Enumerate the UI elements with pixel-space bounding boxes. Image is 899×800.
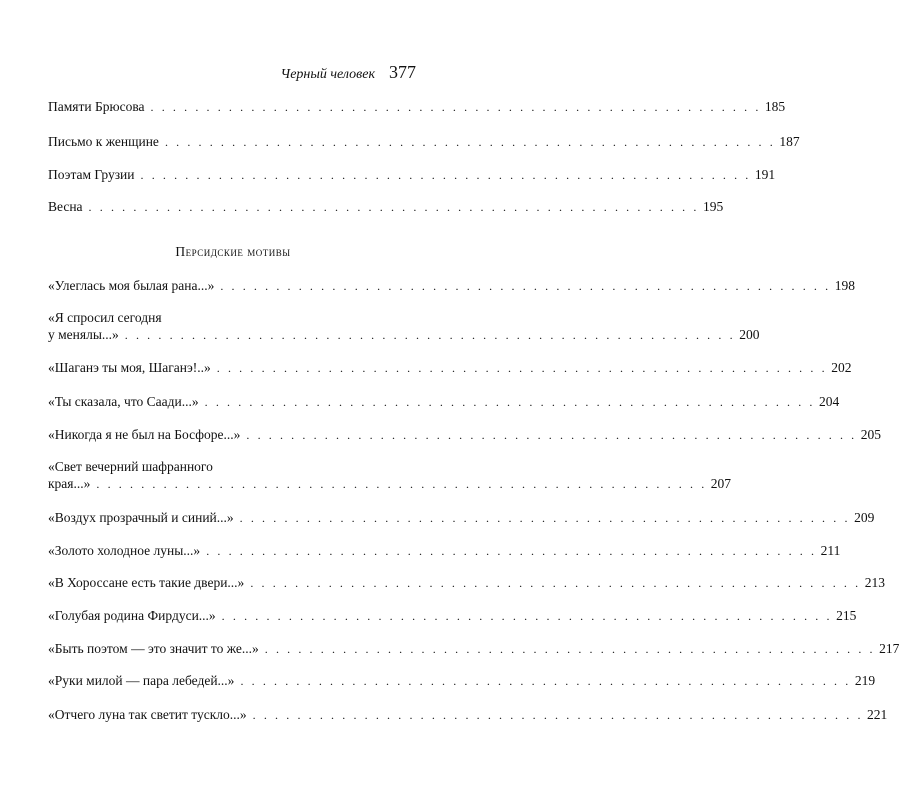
toc-entry-page: 221 bbox=[867, 707, 888, 722]
running-title: Черный человек bbox=[280, 67, 375, 82]
toc-entry-title: Памяти Брюсова bbox=[48, 99, 145, 114]
toc-entry bbox=[48, 706, 888, 724]
toc-entry-page: 195 bbox=[702, 199, 724, 214]
toc-entry-page: 207 bbox=[710, 476, 732, 491]
toc-entry-title: «Руки милой — пара лебедей...» bbox=[48, 673, 235, 688]
toc-entry-title: «Золото холодное луны...» bbox=[48, 543, 201, 558]
toc-entry bbox=[48, 166, 776, 184]
dot-leader: . . . . . . . . . . . . . . . . . . . . . . . . . . . . . . . . . . . . . . . . . . . . . . . . . . . . . . . bbox=[239, 511, 851, 525]
toc-entry-title-line2: края...» bbox=[48, 476, 91, 491]
toc-entry-page: 187 bbox=[779, 134, 800, 149]
toc-entry-title-line1: «Я спросил сегодня bbox=[48, 310, 162, 325]
dot-leader: . . . . . . . . . . . . . . . . . . . . . . . . . . . . . . . . . . . . . . . . . . . . . . . . . . . . . . . bbox=[96, 477, 707, 491]
dot-leader: . . . . . . . . . . . . . . . . . . . . . . . . . . . . . . . . . . . . . . . . . . . . . . . . . . . . . . . bbox=[124, 328, 736, 342]
dot-leader: . . . . . . . . . . . . . . . . . . . . . . . . . . . . . . . . . . . . . . . . . . . . . . . . . . . . . . . bbox=[204, 395, 816, 409]
toc-entry-page: 191 bbox=[754, 167, 776, 182]
toc-entry-page: 202 bbox=[831, 360, 852, 375]
toc-entry-title-line2: у менялы...» bbox=[48, 327, 119, 342]
toc-entry-page: 205 bbox=[860, 427, 882, 442]
dot-leader: . . . . . . . . . . . . . . . . . . . . . . . . . . . . . . . . . . . . . . . . . . . . . . . . . . . . . . . bbox=[150, 100, 761, 114]
dot-leader: . . . . . . . . . . . . . . . . . . . . . . . . . . . . . . . . . . . . . . . . . . . . . . . . . . . . . . . bbox=[140, 168, 751, 182]
toc-entry-page: 209 bbox=[854, 510, 875, 525]
section-heading: Персидские мотивы bbox=[175, 244, 291, 259]
toc-entry-page: 198 bbox=[834, 278, 855, 293]
toc-entry bbox=[48, 359, 852, 377]
toc-entry-title-line1: «Свет вечерний шафранного bbox=[48, 459, 213, 474]
toc-entry-title: «Улеглась моя былая рана...» bbox=[48, 278, 215, 293]
toc-entry bbox=[48, 198, 724, 216]
toc-entry bbox=[48, 542, 841, 560]
toc-entry-title: Поэтам Грузии bbox=[48, 167, 135, 182]
dot-leader: . . . . . . . . . . . . . . . . . . . . . . . . . . . . . . . . . . . . . . . . . . . . . . . . . . . . . . . bbox=[164, 135, 776, 149]
toc-entry bbox=[48, 574, 885, 592]
toc-entry-page: 211 bbox=[820, 543, 841, 558]
toc-entry bbox=[48, 393, 840, 411]
toc-entry-title: «Голубая родина Фирдуси...» bbox=[48, 608, 216, 623]
dot-leader: . . . . . . . . . . . . . . . . . . . . . . . . . . . . . . . . . . . . . . . . . . . . . . . . . . . . . . . bbox=[206, 544, 817, 558]
toc-entry bbox=[48, 277, 855, 295]
toc-entry bbox=[48, 426, 882, 444]
dot-leader: . . . . . . . . . . . . . . . . . . . . . . . . . . . . . . . . . . . . . . . . . . . . . . . . . . . . . . . bbox=[264, 642, 876, 656]
dot-leader: . . . . . . . . . . . . . . . . . . . . . . . . . . . . . . . . . . . . . . . . . . . . . . . . . . . . . . . bbox=[88, 200, 699, 214]
toc-entry-page: 200 bbox=[739, 327, 760, 342]
toc-entry bbox=[48, 133, 800, 151]
dot-leader: . . . . . . . . . . . . . . . . . . . . . . . . . . . . . . . . . . . . . . . . . . . . . . . . . . . . . . . bbox=[221, 609, 833, 623]
dot-leader: . . . . . . . . . . . . . . . . . . . . . . . . . . . . . . . . . . . . . . . . . . . . . . . . . . . . . . . bbox=[240, 674, 851, 688]
toc-entry-title: Весна bbox=[48, 199, 83, 214]
toc-entry bbox=[48, 309, 760, 344]
dot-leader: . . . . . . . . . . . . . . . . . . . . . . . . . . . . . . . . . . . . . . . . . . . . . . . . . . . . . . . bbox=[246, 428, 857, 442]
toc-entry-page: 204 bbox=[819, 394, 840, 409]
dot-leader: . . . . . . . . . . . . . . . . . . . . . . . . . . . . . . . . . . . . . . . . . . . . . . . . . . . . . . . bbox=[220, 279, 831, 293]
dot-leader: . . . . . . . . . . . . . . . . . . . . . . . . . . . . . . . . . . . . . . . . . . . . . . . . . . . . . . . bbox=[250, 576, 861, 590]
toc-entry-title: «Никогда я не был на Босфоре...» bbox=[48, 427, 241, 442]
toc-entry bbox=[48, 672, 876, 690]
toc-entry-title: «Отчего луна так светит тускло...» bbox=[48, 707, 247, 722]
toc-entry bbox=[48, 607, 857, 625]
toc-entry-page: 213 bbox=[864, 575, 885, 590]
page-number: 377 bbox=[389, 62, 416, 82]
running-head bbox=[281, 62, 416, 83]
toc-entry-page: 217 bbox=[879, 641, 899, 656]
toc-entry-title: «Воздух прозрачный и синий...» bbox=[48, 510, 234, 525]
dot-leader: . . . . . . . . . . . . . . . . . . . . . . . . . . . . . . . . . . . . . . . . . . . . . . . . . . . . . . . bbox=[252, 708, 864, 722]
toc-entry-page: 219 bbox=[854, 673, 876, 688]
toc-entry bbox=[48, 458, 732, 493]
toc-entry-title: «В Хороссане есть такие двери...» bbox=[48, 575, 245, 590]
toc-entry-title: Письмо к женщине bbox=[48, 134, 159, 149]
dot-leader: . . . . . . . . . . . . . . . . . . . . . . . . . . . . . . . . . . . . . . . . . . . . . . . . . . . . . . . bbox=[216, 361, 828, 375]
toc-entry bbox=[48, 509, 875, 527]
toc-entry-title: «Ты сказала, что Саади...» bbox=[48, 394, 199, 409]
toc-entry bbox=[48, 640, 899, 658]
toc-entry-title: «Шаганэ ты моя, Шаганэ!..» bbox=[48, 360, 211, 375]
toc-entry-page: 215 bbox=[836, 608, 857, 623]
toc-entry-page: 185 bbox=[764, 99, 786, 114]
toc-entry-title: «Быть поэтом — это значит то же...» bbox=[48, 641, 259, 656]
toc-entry bbox=[48, 98, 786, 116]
